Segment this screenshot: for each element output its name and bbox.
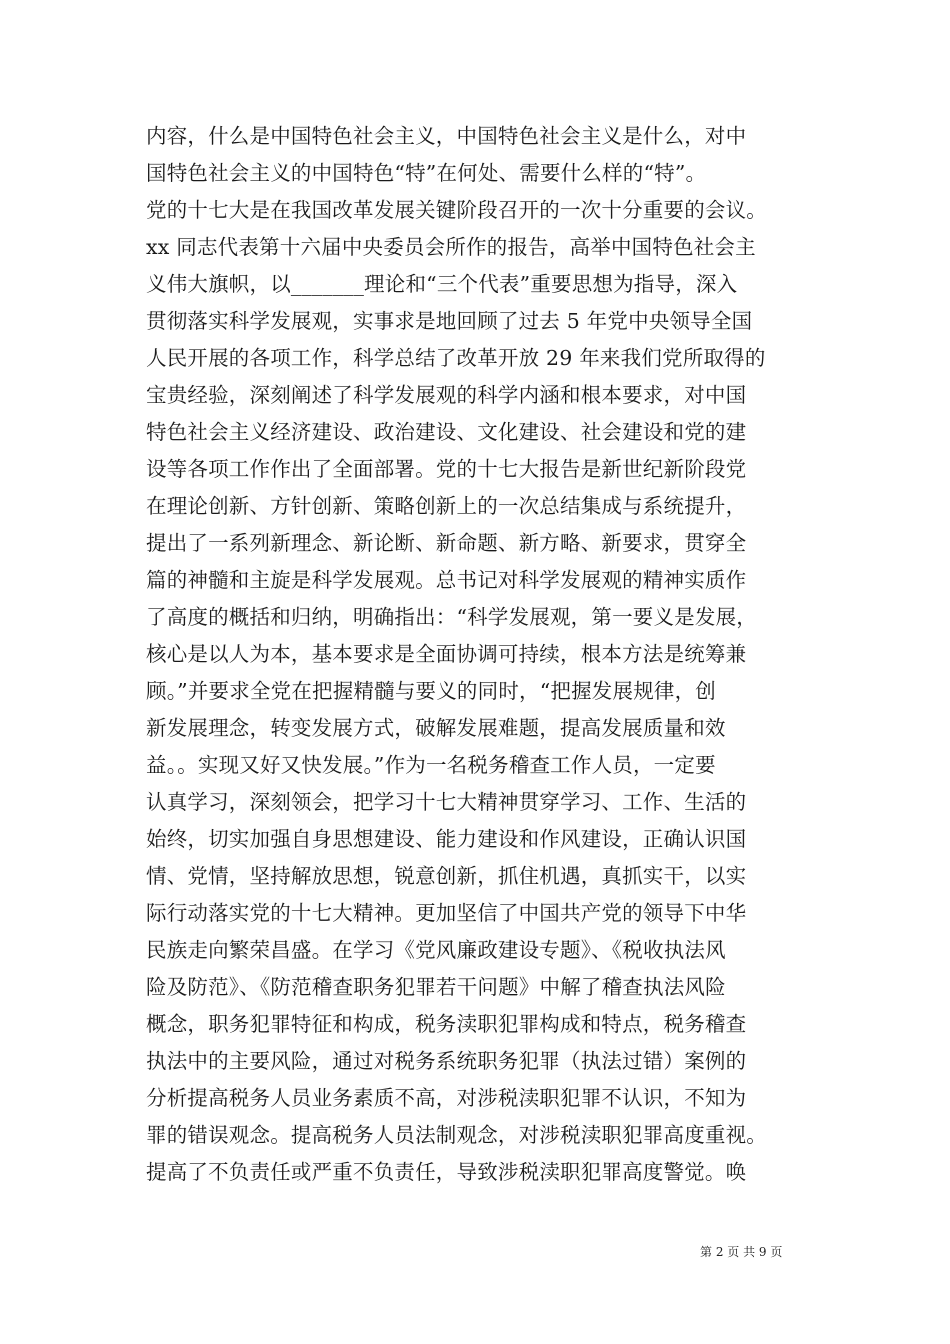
text-line: 贯彻落实科学发展观，实事求是地回顾了过去 5 年党中央领导全国 [146, 309, 753, 333]
text-line: 认真学习，深刻领会，把学习十七大精神贯穿学习、工作、生活的 [146, 790, 747, 814]
text-line: 顾。”并要求全党在把握精髓与要义的同时，“把握发展规律，创 [146, 679, 717, 703]
body-text [146, 118, 816, 1191]
text-line: 特色社会主义经济建设、政治建设、文化建设、社会建设和党的建 [146, 420, 747, 444]
text-line: 提出了一系列新理念、新论断、新命题、新方略、新要求，贯穿全 [146, 531, 747, 555]
text-line: 了高度的概括和归纳，明确指出：“科学发展观，第一要义是发展， [146, 605, 757, 629]
text-line: 核心是以人为本，基本要求是全面协调可持续，根本方法是统筹兼 [146, 642, 747, 666]
text-line: 执法中的主要风险，通过对税务系统职务犯罪（执法过错）案例的 [146, 1049, 747, 1073]
text-line: 国特色社会主义的中国特色“特”在何处、需要什么样的“特”。 [146, 161, 707, 185]
text-line: xx 同志代表第十六届中央委员会所作的报告，高举中国特色社会主 [146, 235, 756, 259]
text-line: 党的十七大是在我国改革发展关键阶段召开的一次十分重要的会议。 [146, 198, 767, 222]
text-line: 民族走向繁荣昌盛。在学习《党风廉政建设专题》、《税收执法风 [146, 938, 726, 962]
text-line: 人民开展的各项工作，科学总结了改革开放 29 年来我们党所取得的 [146, 346, 766, 370]
text-line: 设等各项工作作出了全面部署。党的十七大报告是新世纪新阶段党 [146, 457, 747, 481]
text-line: 情、党情，坚持解放思想，锐意创新，抓住机遇，真抓实干，以实 [146, 864, 747, 888]
text-line: 始终，切实加强自身思想建设、能力建设和作风建设，正确认识国 [146, 827, 747, 851]
text-line: 险及防范》、《防范稽查职务犯罪若干问题》中解了稽查执法风险 [146, 975, 726, 999]
text-line: 在理论创新、方针创新、策略创新上的一次总结集成与系统提升， [146, 494, 747, 518]
text-line: 罪的错误观念。提高税务人员法制观念，对涉税渎职犯罪高度重视。 [146, 1123, 767, 1147]
page-number: 第 2 页 共 9 页 [700, 1245, 783, 1259]
text-line: 提高了不负责任或严重不负责任，导致涉税渎职犯罪高度警觉。唤 [146, 1160, 747, 1184]
text-line: 义伟大旗帜，以_______理论和“三个代表”重要思想为指导，深入 [146, 272, 738, 296]
text-line: 分析提高税务人员业务素质不高，对涉税渎职犯罪不认识，不知为 [146, 1086, 747, 1110]
text-line: 篇的神髓和主旋是科学发展观。总书记对科学发展观的精神实质作 [146, 568, 747, 592]
text-line: 际行动落实党的十七大精神。更加坚信了中国共产党的领导下中华 [146, 901, 747, 925]
text-line: 概念，职务犯罪特征和构成，税务渎职犯罪构成和特点，税务稽查 [146, 1012, 747, 1036]
text-line: 宝贵经验，深刻阐述了科学发展观的科学内涵和根本要求，对中国 [146, 383, 747, 407]
text-line: 内容，什么是中国特色社会主义，中国特色社会主义是什么，对中 [146, 124, 747, 148]
text-line: 新发展理念，转变发展方式，破解发展难题，提高发展质量和效 [146, 716, 726, 740]
text-line: 益。。实现又好又快发展。”作为一名税务稽查工作人员，一定要 [146, 753, 716, 777]
